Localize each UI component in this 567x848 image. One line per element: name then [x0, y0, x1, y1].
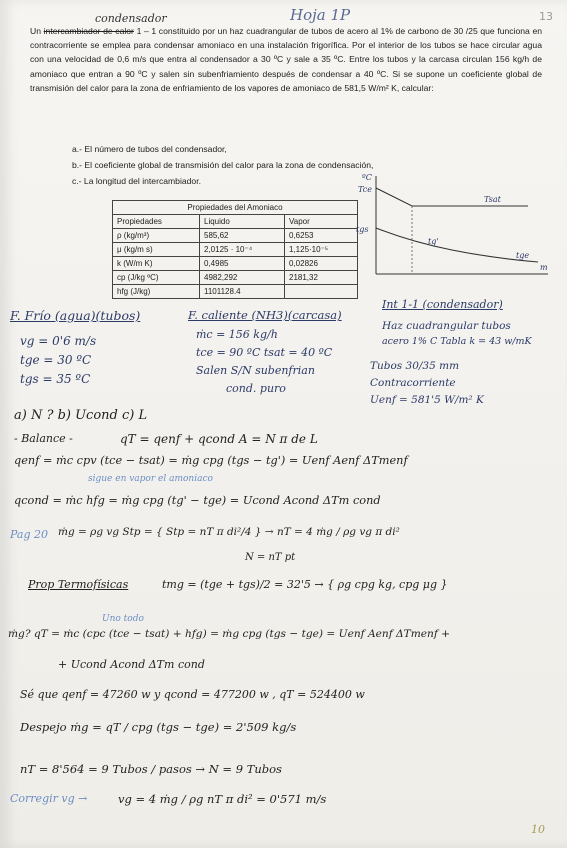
question-c: c.- La longitud del intercambiador. [72, 176, 201, 187]
cold-fluid-title: F. Frío (agua)(tubos) [10, 308, 141, 323]
cold-fluid-outlet-temp: tgs = 35 ºC [20, 372, 91, 386]
mean-temperature-equation: tmg = (tge + tgs)/2 = 32'5 → { ρg cpg kg, cpg μg } [162, 578, 448, 591]
cold-fluid-velocity: vg = 0'6 m/s [20, 334, 97, 348]
hot-fluid-curve [376, 188, 528, 206]
qcond-equation: qcond = ṁc hfg = ṁg cpg (tg' − tge) = Ucond Acond ΔTm cond [14, 494, 381, 507]
y-axis-label: ºC [362, 173, 372, 182]
statement-struck-text: intercambiador de calor [43, 26, 134, 36]
balance-label: - Balance - [14, 432, 73, 445]
bottom-page-number: 10 [531, 823, 545, 836]
table-row [113, 243, 358, 257]
tgs-label: tgs [356, 225, 369, 234]
known-heat-values: Sé que qenf = 47260 w y qcond = 477200 w , qT = 524400 w [20, 688, 365, 701]
ammonia-properties-table [112, 200, 358, 299]
exchanger-title: Int 1-1 (condensador) [382, 298, 503, 311]
table-header-row [113, 215, 358, 229]
questions-shorthand: a) N ? b) Ucond c) L [14, 408, 148, 423]
cold-fluid-curve [376, 228, 538, 262]
table-cell: 0,02826 [285, 257, 358, 271]
table-cell: hfg (J/kg) [113, 285, 200, 299]
total-heat-equation-continued: + Ucond Acond ΔTm cond [58, 658, 205, 671]
table-cell: cp (J/kg ºC) [113, 271, 200, 285]
water-mass-flow-equation: ṁg = ρg vg Stp = { Stp = nT π di²/4 } → nT = 4 ṁg / ρg vg π di² [58, 526, 400, 538]
cold-fluid-inlet-temp: tge = 30 ºC [20, 353, 92, 367]
exchanger-tube-size: Tubos 30/35 mm [370, 360, 460, 372]
question-b: b.- El coeficiente global de transmisión del calor para la zona de condensación, [72, 160, 374, 171]
balance-equation: qT = qenf + qcond A = N π de L [120, 432, 318, 446]
table-header: Propiedades [113, 215, 200, 229]
table-cell: 4982,292 [200, 271, 285, 285]
table-cell: k (W/m K) [113, 257, 200, 271]
table-header: Liquido [200, 215, 285, 229]
page-reference: Pag 20 [10, 528, 49, 541]
table-cell: 585,62 [200, 229, 285, 243]
table-cell: 2181,32 [285, 271, 358, 285]
tube-count-result: nT = 8'564 = 9 Tubos / pasos → N = 9 Tubos [20, 762, 282, 776]
tge-label: tge [516, 251, 530, 260]
tg-prime-label: tg' [428, 237, 439, 246]
exchanger-bundle: Haz cuadrangular tubos [382, 320, 511, 332]
table-row [113, 271, 358, 285]
table-cell [285, 285, 358, 299]
correction-word: condensador [95, 12, 167, 25]
thermophysical-label: Prop Termofísicas [28, 578, 129, 591]
uno-todo-note: Uno todo [102, 614, 144, 624]
table-title: Propiedades del Amoniaco [113, 201, 358, 215]
page-number: 13 [539, 10, 553, 23]
hot-fluid-condensation: cond. puro [226, 382, 286, 395]
hot-fluid-subcooling: Salen S/N subenfrian [196, 364, 315, 377]
tube-count-relation: N = nT pt [245, 552, 296, 563]
hot-fluid-temps: tce = 90 ºC tsat = 40 ºC [196, 346, 333, 359]
problem-statement [30, 24, 542, 95]
table-cell: ρ (kg/m³) [113, 229, 200, 243]
table-row [113, 285, 358, 299]
table-cell: 1,125·10⁻⁵ [285, 243, 358, 257]
table-header: Vapor [285, 215, 358, 229]
solve-water-flow: Despejo ṁg = qT / cpg (tgs − tge) = 2'509 kg/s [20, 720, 297, 734]
table-cell: 0,4985 [200, 257, 285, 271]
statement-part-1: Un [30, 26, 41, 36]
table-cell: μ (kg/m s) [113, 243, 200, 257]
exchanger-u-cooling: Uenf = 581'5 W/m² K [370, 394, 484, 406]
correct-velocity-label: Corregir vg → [10, 792, 88, 805]
question-a: a.- El número de tubos del condensador, [72, 144, 227, 154]
table-cell: 1101128.4 [200, 285, 285, 299]
x-axis-label: m [540, 263, 548, 272]
hot-fluid-mass-flow: ṁc = 156 kg/h [196, 328, 278, 341]
vapor-note: sigue en vapor el amoniaco [88, 474, 213, 484]
corrected-velocity-equation: vg = 4 ṁg / ρg nT π di² = 0'571 m/s [118, 792, 327, 806]
temperature-profile-diagram [352, 170, 552, 280]
exchanger-material: acero 1% C Tabla k = 43 w/mK [382, 336, 532, 347]
tsat-label: Tsat [484, 195, 501, 204]
table-row [113, 229, 358, 243]
qenf-equation: qenf = ṁc cpv (tce − tsat) = ṁg cpg (tgs − tg') = Uenf Aenf ΔTmenf [14, 454, 408, 467]
tce-label: Tce [358, 185, 372, 194]
hot-fluid-title: F. caliente (NH3)(carcasa) [188, 308, 342, 322]
statement-part-2: 1 – 1 constituido por un haz cuadrangular de tubos de acero al 1% de carbono de 30 /25 que funciona en contracorriente se emplea para condensar amoniaco en una instalación frigorífica. Por el interior de los tubos se hace circular agua con una velocidad de 0,6 m/s que entra al condensador a 30 ºC y sale a 35 ºC. Entre los tubos y la carcasa circulan 156 kg/h de amoniaco que entran a 90 ºC y salen sin subenfriamiento después de condensar a 40 ºC. Si se supone un coeficiente global de transmisión del calor para la zona de enfriamiento de los vapores de amoniaco de 581,5 W/m² K, calcular: [30, 26, 543, 93]
table-cell: 2,0125 · 10⁻⁴ [200, 243, 285, 257]
sheet-title: Hoja 1P [290, 6, 351, 24]
table-row [113, 257, 358, 271]
exchanger-flow-arrangement: Contracorriente [370, 377, 456, 389]
total-heat-equation: ṁg? qT = ṁc (cpc (tce − tsat) + hfg) = ṁg cpg (tgs − tge) = Uenf Aenf ΔTmenf + [8, 628, 450, 640]
table-cell: 0,6253 [285, 229, 358, 243]
